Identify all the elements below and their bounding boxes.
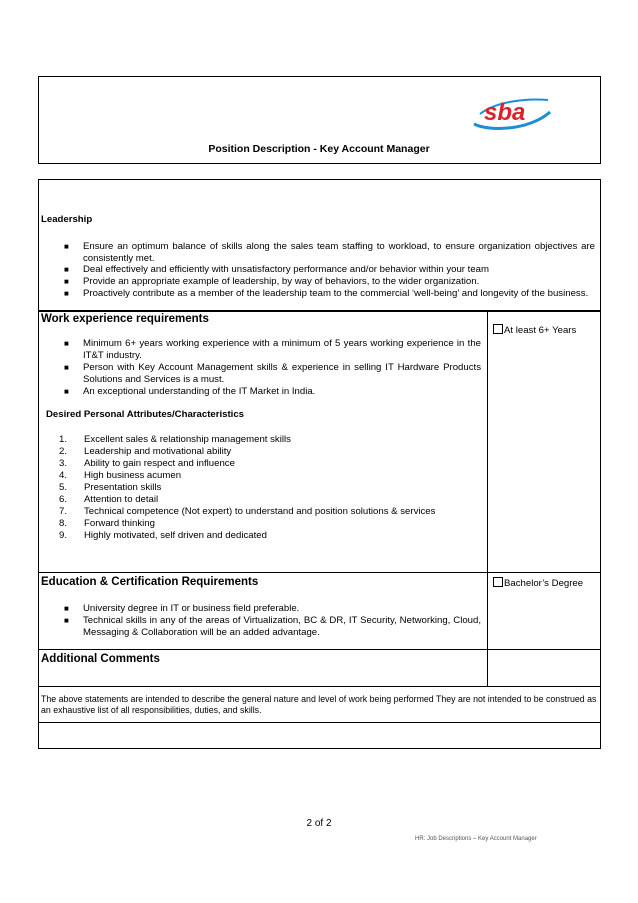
work-experience-heading: Work experience requirements [41,313,209,325]
column-divider [487,311,488,686]
row-divider [38,649,601,650]
comments-heading: Additional Comments [41,653,160,665]
bullet-icon: ■ [64,363,69,372]
education-bullet-1: ■ University degree in IT or business field preferable. [64,603,300,614]
bullet-icon: ■ [64,277,69,286]
experience-checkbox[interactable] [493,324,576,337]
work-bullet-2: ■ Person with Key Account Management skills & experience in selling IT Hardware Products Solutions and Services is a must. [64,362,481,385]
checkbox-icon[interactable] [493,577,503,587]
bullet-icon: ■ [64,242,69,251]
bullet-icon: ■ [64,604,69,613]
comments-statement: The above statements are intended to describe the general nature and level of work being performed They are not intended to be construed as an exhaustive list of all responsibilities, duties, and skills. [41,694,597,715]
bullet-icon: ■ [64,289,69,298]
row-divider [38,686,601,687]
page-number: 2 of 2 [306,818,332,829]
logo-text: sba [484,99,526,126]
bullet-icon: ■ [64,387,69,396]
checkbox-icon[interactable] [493,324,503,334]
work-bullet-3: ■ An exceptional understanding of the IT Market in India. [64,386,316,397]
row-divider [38,722,601,723]
sba-logo [470,92,552,132]
education-heading: Education & Certification Requirements [41,576,259,588]
bullet-icon: ■ [64,265,69,274]
education-checkbox[interactable] [493,577,583,590]
bullet-icon: ■ [64,339,69,348]
attributes-heading: Desired Personal Attributes/Characteristics [46,409,244,420]
page-title: Position Description - Key Account Manager [208,143,430,155]
doc-reference: HR: Job Descriptions – Key Account Manager [415,836,537,842]
leadership-bullet-4: ■ Proactively contribute as a member of the leadership team to the commercial ‘well-being’ and longevity of the business. [64,288,589,299]
bullet-icon: ■ [64,616,69,625]
leadership-bullet-3: ■ Provide an appropriate example of leadership, by way of behaviors, to the wider organization. [64,276,480,287]
row-divider [38,572,601,573]
education-check-label: Bachelor’s Degree [504,578,584,589]
leadership-bullet-2: ■ Deal effectively and efficiently with unsatisfactory performance and/or behavior within your team [64,264,489,275]
experience-check-label: At least 6+ Years [504,325,577,336]
leadership-bullet-1: ■ Ensure an optimum balance of skills along the sales team staffing to workload, to ensure organization objectives are consistently met. [64,241,595,264]
leadership-heading: Leadership [41,214,93,225]
work-bullet-1: ■ Minimum 6+ years working experience with a minimum of 5 years working experience in the IT&T industry. [64,338,481,361]
education-bullet-2: ■ Technical skills in any of the areas of Virtualization, BC & DR, IT Security, Networking, Cloud, Messaging & Collaboration will be an added advantage. [64,615,481,638]
